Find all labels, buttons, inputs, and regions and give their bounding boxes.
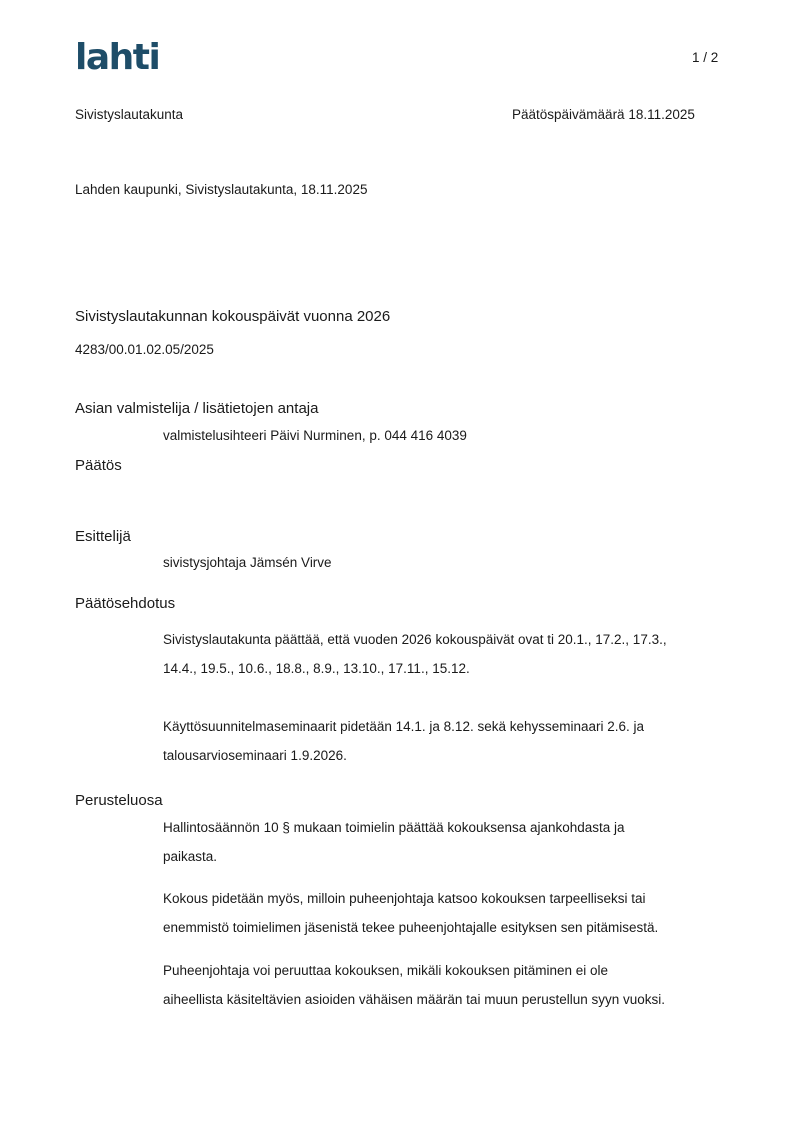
lahti-logo: lahti [75,37,160,78]
proposal-paragraph-1-line-2: 14.4., 19.5., 10.6., 18.8., 8.9., 13.10., 17.11., 15.12. [163,661,470,676]
proposal-paragraph-2-line-1: Käyttösuunnitelmaseminaarit pidetään 14.1. ja 8.12. sekä kehysseminaari 2.6. ja [163,719,645,734]
diary-number: 4283/00.01.02.05/2025 [75,342,214,357]
presenter-heading: Esittelijä [75,528,131,545]
page-number: 1 / 2 [692,50,719,65]
rationale-paragraph-2-line-2: enemmistö toimielimen jäsenistä tekee puheenjohtajalle esityksen sen pitämisestä. [163,920,659,935]
proposal-heading: Päätösehdotus [75,595,176,612]
decision-date: Päätöspäivämäärä 18.11.2025 [512,107,695,122]
page-title: Sivistyslautakunnan kokouspäivät vuonna 2026 [75,308,391,325]
presenter-value: sivistysjohtaja Jämsén Virve [163,555,332,570]
proposal-paragraph-1-line-1: Sivistyslautakunta päättää, että vuoden 2026 kokouspäivät ovat ti 20.1., 17.2., 17.3., [163,632,667,647]
proposal-paragraph-2-line-2: talousarvioseminaari 1.9.2026. [163,748,347,763]
rationale-heading: Perusteluosa [75,792,163,809]
rationale-paragraph-2-line-1: Kokous pidetään myös, milloin puheenjohtaja katsoo kokouksen tarpeelliseksi tai [163,891,646,906]
rationale-paragraph-3-line-2: aiheellista käsiteltävien asioiden vähäisen määrän tai muun perustellun syyn vuoksi. [163,992,666,1007]
body-name: Sivistyslautakunta [75,107,184,122]
rationale-paragraph-3-line-1: Puheenjohtaja voi peruuttaa kokouksen, mikäli kokouksen pitäminen ei ole [163,963,609,978]
decision-heading: Päätös [75,457,122,474]
meta-line: Lahden kaupunki, Sivistyslautakunta, 18.11.2025 [75,182,368,197]
rationale-paragraph-1-line-1: Hallintosäännön 10 § mukaan toimielin päättää kokouksensa ajankohdasta ja [163,820,625,835]
rationale-paragraph-1-line-2: paikasta. [163,849,218,864]
preparer-heading: Asian valmistelija / lisätietojen antaja [75,400,319,417]
preparer-value: valmistelusihteeri Päivi Nurminen, p. 044 416 4039 [163,428,467,443]
